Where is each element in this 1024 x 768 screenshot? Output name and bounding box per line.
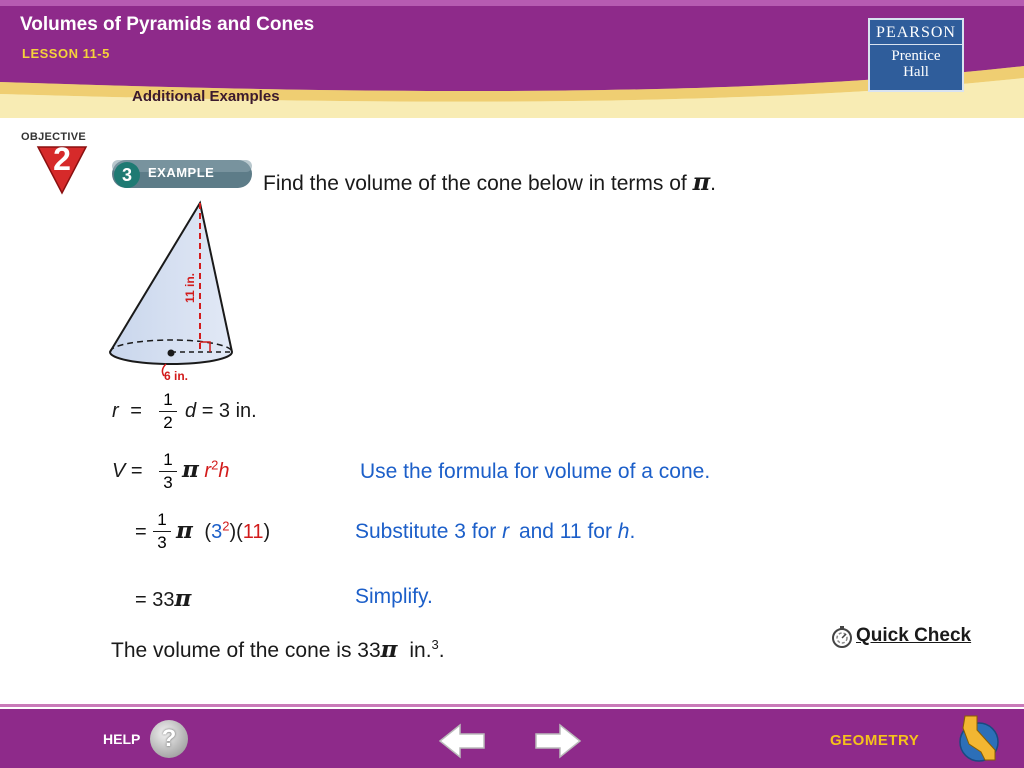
- substitute-note-h: h: [617, 520, 630, 543]
- pearson-prentice-hall-logo: [868, 18, 964, 92]
- course-label: GEOMETRY: [830, 732, 920, 749]
- paren-open-1: (: [204, 521, 212, 543]
- example-badge: [110, 158, 254, 190]
- volume-formula-rest: [182, 456, 229, 483]
- volume-variable: V: [112, 460, 126, 482]
- substituted-exponent: 2: [222, 518, 230, 534]
- lesson-title: Volumes of Pyramids and Cones: [20, 14, 315, 35]
- quick-check-label[interactable]: Quick Check: [856, 625, 972, 646]
- substitute-note-end: .: [629, 520, 636, 543]
- next-arrow-icon[interactable]: [532, 722, 582, 760]
- height-label: 11 in.: [183, 272, 197, 303]
- radius-equation: [112, 400, 142, 423]
- r-exponent: 2: [211, 457, 219, 473]
- substituted-radius: 3: [211, 521, 223, 543]
- paren-close-1: ): [229, 521, 237, 543]
- radius-equals: =: [130, 400, 142, 422]
- fraction-denominator: 2: [163, 413, 173, 432]
- radius-variable: r: [112, 400, 119, 422]
- volume-fraction: [157, 451, 179, 492]
- conclusion-unit: in.: [409, 639, 432, 662]
- section-title: Additional Examples: [132, 88, 280, 105]
- volume-equals: =: [130, 460, 143, 482]
- previous-arrow-icon[interactable]: [438, 722, 488, 760]
- substituted-height: 11: [242, 521, 264, 543]
- pi-symbol: π: [174, 585, 192, 612]
- radius-label: 6 in.: [164, 369, 189, 383]
- conclusion-text: The volume of the cone is 33: [111, 639, 381, 662]
- publisher-name: PEARSON: [870, 20, 962, 45]
- pi-symbol: π: [380, 636, 398, 663]
- formula-note: Use the formula for volume of a cone.: [360, 460, 711, 483]
- publisher-imprint-line2: Hall: [903, 64, 929, 80]
- substitution-fraction: [151, 511, 173, 552]
- volume-formula-start: [112, 460, 143, 483]
- cone-figure: [104, 198, 244, 384]
- help-button[interactable]: ?: [150, 720, 188, 758]
- california-globe-icon: [955, 714, 1001, 764]
- substitute-note-b: and 11 for: [518, 520, 612, 543]
- simplified-result: [135, 585, 191, 612]
- substitution-equals: =: [135, 521, 147, 543]
- example-word: EXAMPLE: [148, 165, 215, 180]
- pi-symbol: π: [176, 517, 193, 544]
- radius-fraction: [157, 391, 179, 432]
- substitute-note-a: Substitute 3 for: [355, 520, 497, 543]
- conclusion-unit-exponent: 3: [431, 637, 439, 652]
- conclusion-period: .: [438, 639, 445, 662]
- paren-open-2: (: [236, 521, 243, 543]
- objective-number: 2: [53, 141, 71, 177]
- r-variable: r: [204, 460, 212, 482]
- fraction-numerator: 1: [163, 450, 173, 469]
- substitute-note: [355, 520, 635, 544]
- example-number: 3: [114, 162, 140, 188]
- simplified-value: = 33: [135, 589, 175, 611]
- pi-symbol: π: [692, 167, 711, 196]
- diameter-variable: d: [185, 400, 197, 422]
- fraction-denominator: 3: [163, 473, 173, 492]
- pi-symbol: π: [182, 456, 199, 483]
- prompt-period: .: [710, 172, 716, 195]
- publisher-imprint-line1: Prentice: [891, 48, 941, 64]
- paren-close-2: ): [263, 521, 271, 543]
- h-variable: h: [218, 460, 230, 482]
- radius-value: = 3 in.: [201, 400, 257, 422]
- header-banner: [0, 0, 1024, 118]
- lesson-number: LESSON 11-5: [22, 46, 110, 61]
- substitution-expression: [176, 517, 270, 544]
- footer-divider: [0, 704, 1024, 707]
- objective-badge: [18, 131, 96, 195]
- objective-label: OBJECTIVE: [21, 131, 87, 143]
- fraction-numerator: 1: [163, 390, 173, 409]
- help-label[interactable]: HELP: [103, 731, 141, 747]
- conclusion-sentence: [111, 636, 445, 663]
- stopwatch-icon: [830, 625, 854, 649]
- example-prompt: [263, 167, 716, 196]
- radius-equation-rest: [185, 400, 257, 423]
- prompt-text: Find the volume of the cone below in terms of: [263, 172, 687, 195]
- substitute-note-r: r: [502, 520, 510, 543]
- simplify-note: Simplify.: [355, 585, 433, 608]
- fraction-denominator: 3: [157, 533, 167, 552]
- fraction-numerator: 1: [157, 510, 167, 529]
